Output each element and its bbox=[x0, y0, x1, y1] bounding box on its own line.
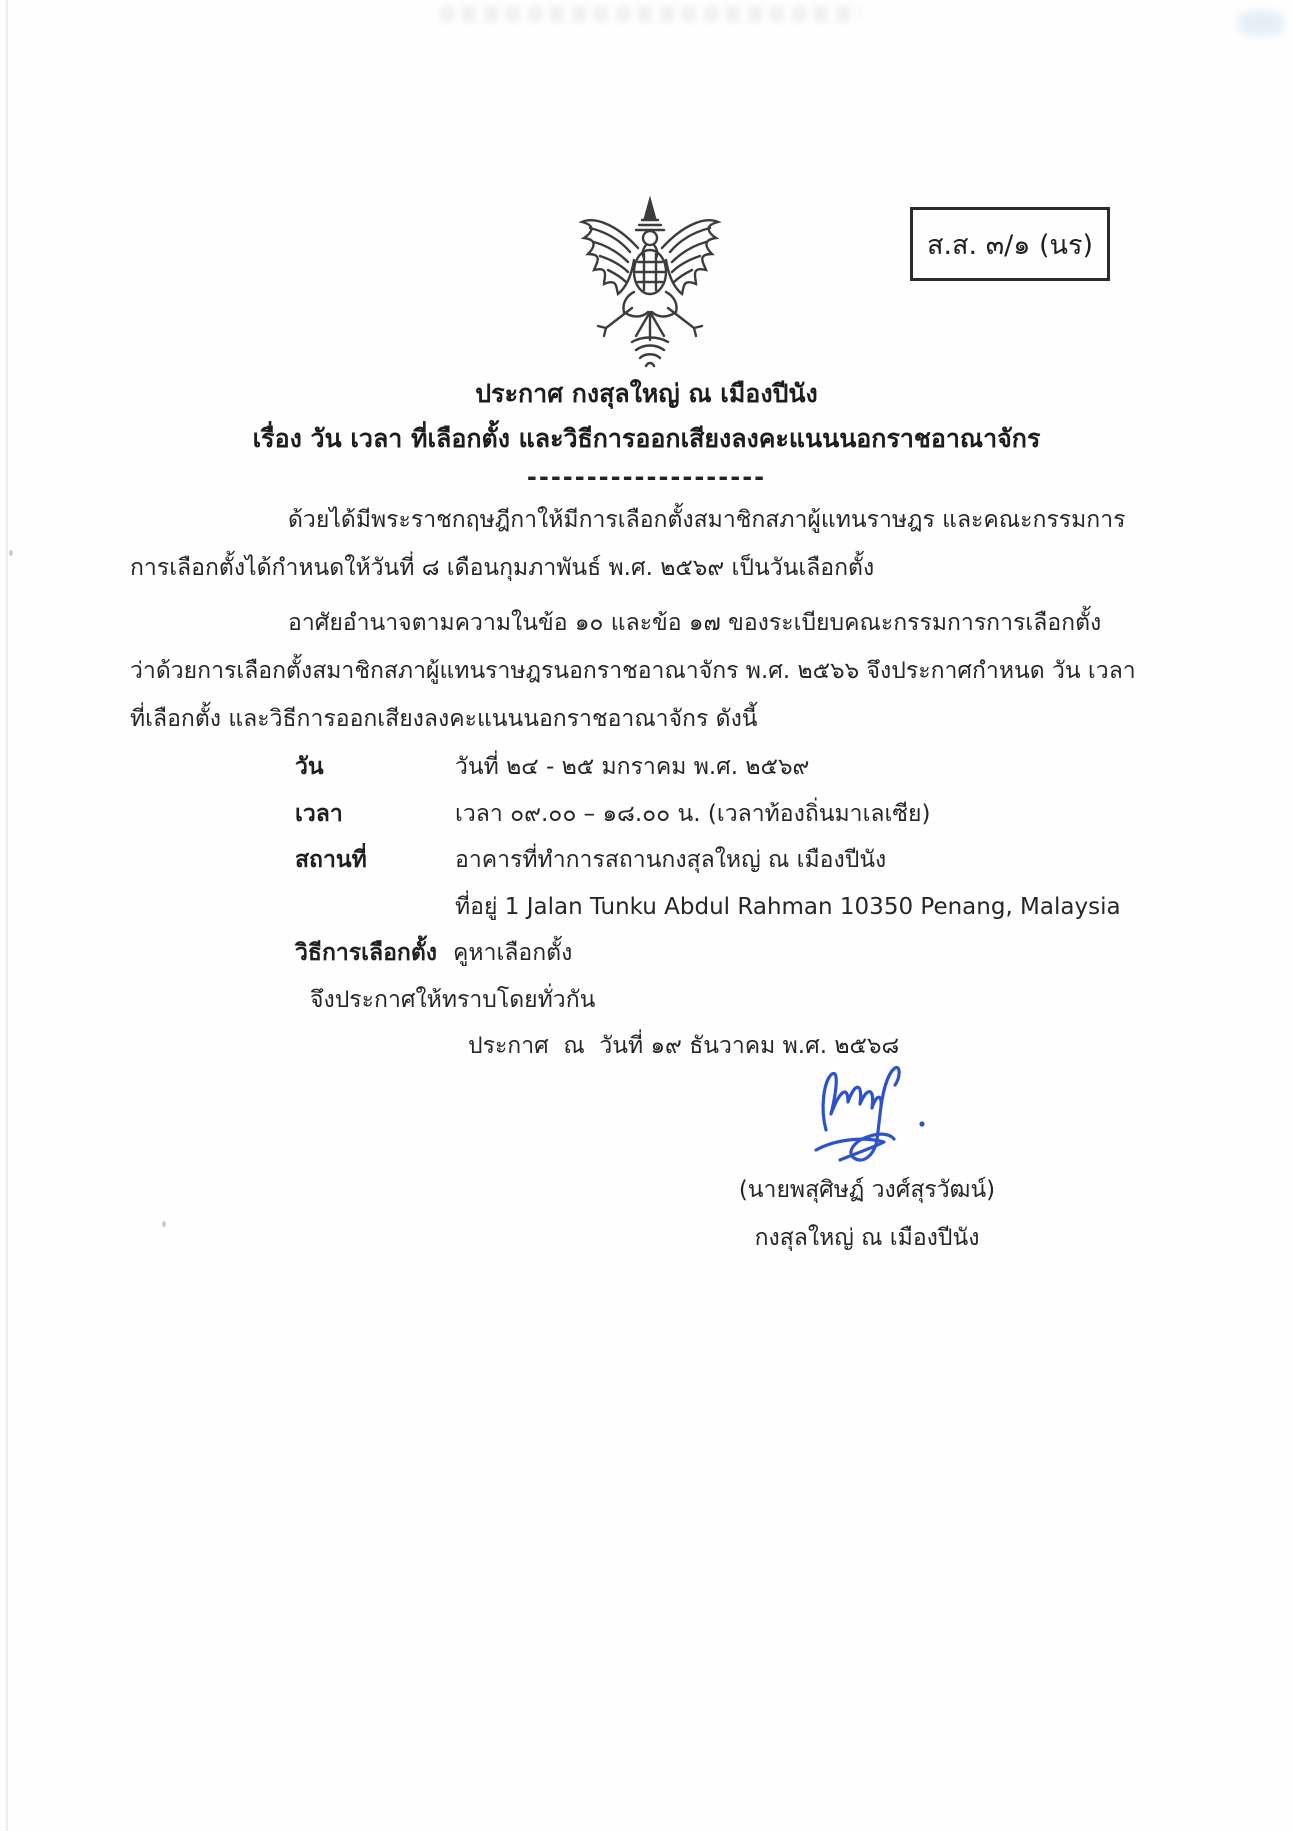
scan-speck bbox=[162, 1221, 166, 1227]
announcement-date-line: ประกาศ ณ วันที่ ๑๙ ธันวาคม พ.ศ. ๒๕๖๘ bbox=[468, 1033, 900, 1059]
scan-speck bbox=[9, 550, 13, 556]
detail-label-place: สถานที่ bbox=[295, 847, 367, 873]
paragraph2-line1: อาศัยอำนาจตามความในข้อ ๑๐ และข้อ ๑๗ ของระเบียบคณะกรรมการการเลือกตั้ง bbox=[288, 610, 1102, 636]
signer-position: กงสุลใหญ่ ณ เมืองปีนัง bbox=[754, 1225, 980, 1251]
detail-row-time bbox=[295, 799, 930, 830]
closing-statement: จึงประกาศให้ทราบโดยทั่วกัน bbox=[310, 987, 596, 1013]
document-subject-line: เรื่อง วัน เวลา ที่เลือกตั้ง และวิธีการออกเสียงลงคะแนนนอกราชอาณาจักร bbox=[252, 424, 1041, 453]
paragraph2-line2: ว่าด้วยการเลือกตั้งสมาชิกสภาผู้แทนราษฎรนอกราชอาณาจักร พ.ศ. ๒๕๖๖ จึงประกาศกำหนด วัน เวลา bbox=[130, 658, 1136, 684]
detail-row-method bbox=[295, 938, 572, 969]
detail-label-time: เวลา bbox=[295, 801, 343, 827]
paragraph2-line3: ที่เลือกตั้ง และวิธีการออกเสียงลงคะแนนนอกราชอาณาจักร ดังนี้ bbox=[130, 706, 758, 732]
dashed-divider: -------------------- bbox=[526, 463, 767, 491]
ghost-smudge bbox=[1238, 10, 1284, 36]
detail-value-method: คูหาเลือกตั้ง bbox=[453, 940, 573, 966]
detail-value-address: ที่อยู่ 1 Jalan Tunku Abdul Rahman 10350 Penang, Malaysia bbox=[455, 894, 1121, 920]
signer-name: (นายพสุศิษฏ์ วงศ์สุรวัฒน์) bbox=[738, 1177, 996, 1203]
signature-ink bbox=[800, 1058, 940, 1180]
paragraph1-line2: การเลือกตั้งได้กำหนดให้วันที่ ๘ เดือนกุมภาพันธ์ พ.ศ. ๒๕๖๙ เป็นวันเลือกตั้ง bbox=[130, 555, 875, 581]
detail-row-place bbox=[295, 845, 886, 876]
document-title-line1: ประกาศ กงสุลใหญ่ ณ เมืองปีนัง bbox=[475, 379, 818, 408]
form-code-label: ส.ส. ๓/๑ (นร) bbox=[926, 229, 1093, 261]
form-code-box bbox=[910, 207, 1110, 281]
ink-dot bbox=[919, 1121, 924, 1126]
detail-label-day: วัน bbox=[295, 754, 324, 780]
detail-value-day: วันที่ ๒๔ - ๒๕ มกราคม พ.ศ. ๒๕๖๙ bbox=[455, 754, 810, 780]
detail-row-address bbox=[295, 892, 1121, 923]
garuda-emblem-icon bbox=[572, 196, 728, 372]
ghost-bleedthrough-header bbox=[440, 6, 860, 22]
scan-edge-artifact bbox=[6, 0, 8, 1831]
detail-value-place: อาคารที่ทำการสถานกงสุลใหญ่ ณ เมืองปีนัง bbox=[455, 847, 887, 873]
paragraph1-line1: ด้วยได้มีพระราชกฤษฎีกาให้มีการเลือกตั้งสมาชิกสภาผู้แทนราษฎร และคณะกรรมการ bbox=[288, 507, 1126, 533]
detail-row-day bbox=[295, 752, 809, 783]
detail-value-time: เวลา ๐๙.๐๐ – ๑๘.๐๐ น. (เวลาท้องถิ่นมาเลเซีย) bbox=[455, 801, 931, 827]
detail-label-address bbox=[295, 892, 455, 923]
detail-label-method: วิธีการเลือกตั้ง bbox=[295, 940, 438, 966]
